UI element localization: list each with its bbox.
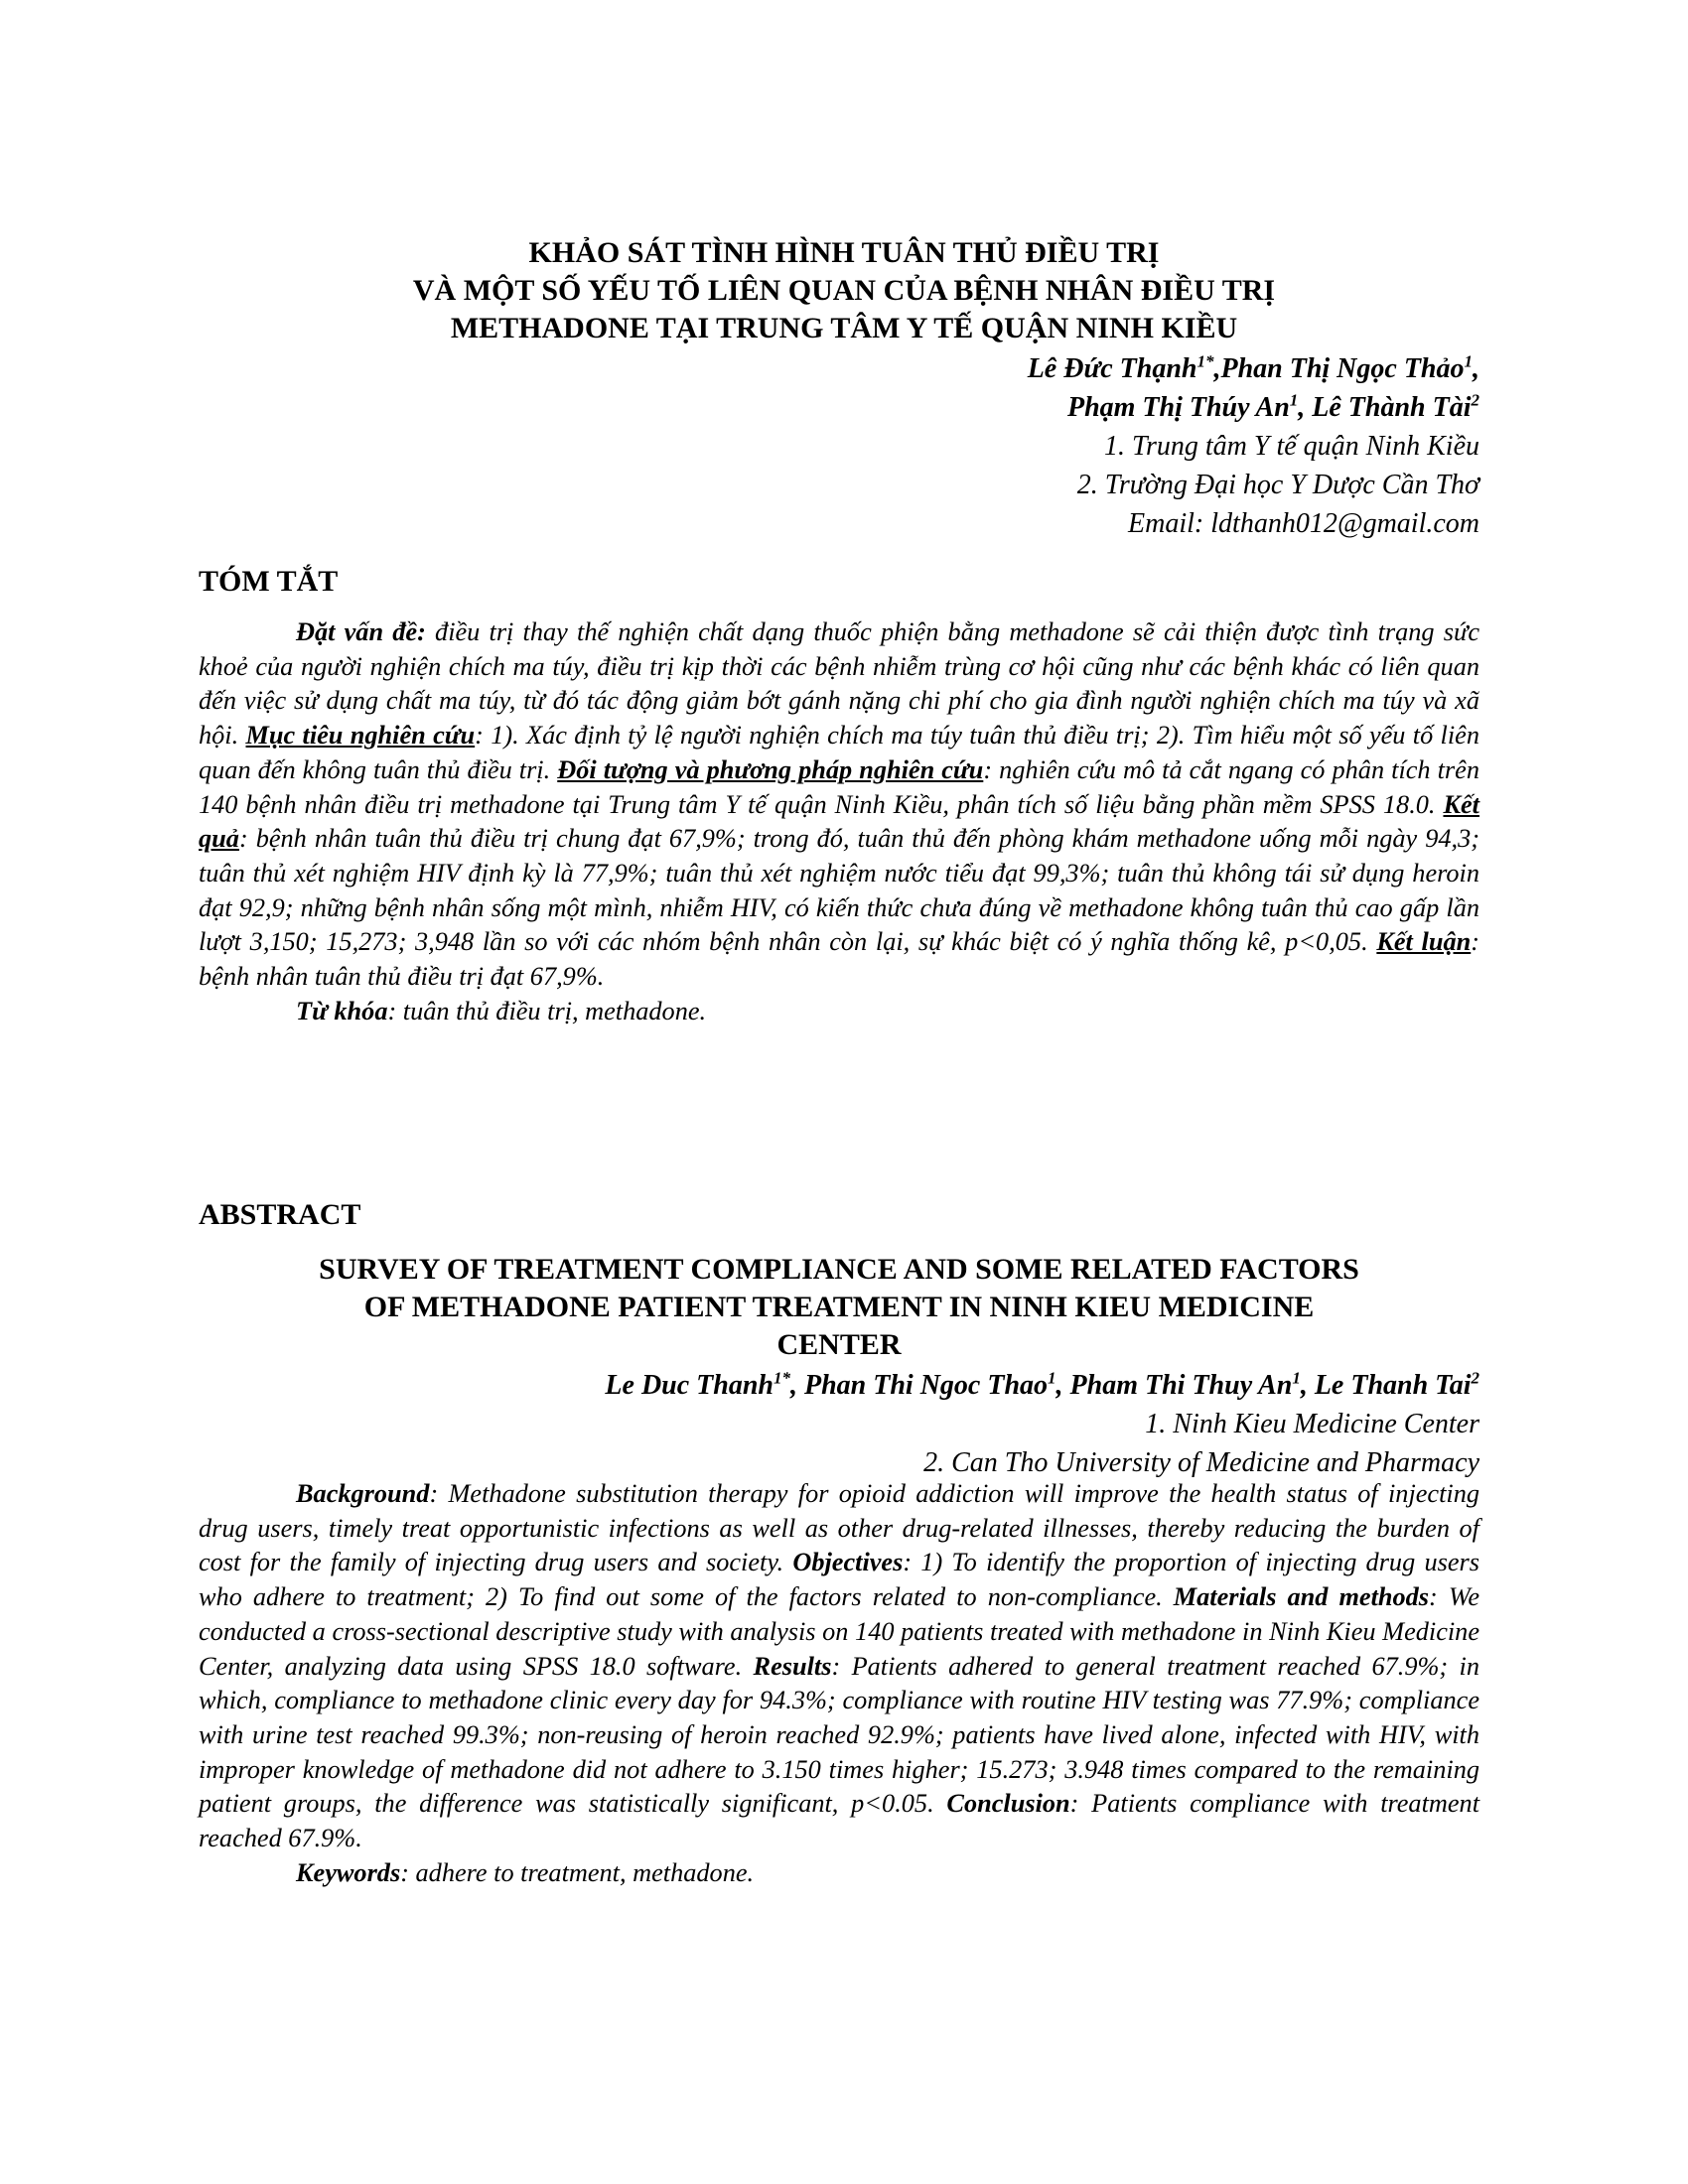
- author-line: [189, 1366, 1479, 1405]
- author-block-en: [189, 1366, 1479, 1482]
- abstract-text: : We conducted a cross-sectional descriptive study with analysis on 140 patients treated with methadone in Ninh Kieu Medicine Center, analyzing data using SPSS 18.0 software.: [199, 1582, 1479, 1681]
- paper-title-vi: [199, 234, 1489, 347]
- author-name: Phạm Thị Thúy An: [1066, 392, 1290, 423]
- abstract-text: : bệnh nhân tuân thủ điều trị chung đạt 67,9%; trong đó, tuân thủ đến phòng khám methadone uống mỗi ngày 94,3; tuân thủ xét nghiệm HIV định kỳ là 77,9%; tuân thủ xét nghiệm nước tiểu đạt 99,3%; tuân thủ không tái sử dụng heroin đạt 92,9; những bệnh nhân sống một mình, nhiễm HIV, có kiến thức chưa đúng về methadone không tuân thủ cao gấp lần lượt 3,150; 15,273; 3,948 lần so với các nhóm bệnh nhân còn lại, sự khác biệt có ý nghĩa thống kê, p<0,05.: [199, 824, 1479, 957]
- author-name: , Phan Thi Ngoc Thao: [790, 1370, 1049, 1401]
- abstract-label: Kết luận: [1376, 927, 1472, 957]
- affiliation: 2. Trường Đại học Y Dược Cần Thơ: [1076, 470, 1479, 500]
- affiliation: 2. Can Tho University of Medicine and Pharmacy: [923, 1447, 1479, 1478]
- author-line: [586, 349, 1479, 388]
- abstract-label: Conclusion: [946, 1789, 1070, 1819]
- abstract-label: Results: [753, 1651, 832, 1681]
- abstract-label: Kết quả: [199, 789, 1479, 854]
- abstract-body-en: [199, 1477, 1479, 1890]
- title-line: VÀ MỘT SỐ YẾU TỐ LIÊN QUAN CỦA BỆNH NHÂN ĐIỀU TRỊ: [412, 274, 1276, 307]
- title-line: KHẢO SÁT TÌNH HÌNH TUÂN THỦ ĐIỀU TRỊ: [528, 236, 1160, 269]
- author-block-vi: [586, 349, 1479, 543]
- keywords-label: Từ khóa: [296, 996, 388, 1025]
- author-name: Le Duc Thanh: [605, 1370, 774, 1401]
- abstract-text: điều trị thay thế nghiện chất dạng thuốc phiện bằng methadone sẽ cải thiện được tình trạng sức khoẻ của người nghiện chích ma túy, điều trị kịp thời các bệnh nhiễm trùng cơ hội cũng như các bệnh khác có liên quan đến việc sử dụng chất ma túy, từ đó tác động giảm bớt gánh nặng chi phí cho gia đình người nghiện chích ma túy và xã hội.: [199, 617, 1480, 751]
- abstract-paragraph: [199, 1477, 1479, 1856]
- keywords-paragraph: [199, 995, 1479, 1029]
- section-heading-summary: TÓM TẮT: [199, 565, 339, 598]
- author-name: , Le Thanh Tai: [1300, 1370, 1472, 1401]
- author-affiliation-mark: 1: [1289, 390, 1299, 410]
- affiliation: 1. Trung tâm Y tế quận Ninh Kiều: [1103, 431, 1479, 462]
- keywords-text: : tuân thủ điều trị, methadone.: [387, 996, 707, 1025]
- author-email: Email: ldthanh012@gmail.com: [1128, 508, 1479, 539]
- title-line: SURVEY OF TREATMENT COMPLIANCE AND SOME RELATED FACTORS: [319, 1253, 1359, 1286]
- abstract-text: : Methadone substitution therapy for opioid addiction will improve the health status of injecting drug users, timely treat opportunistic infections as well as other drug-related illnesses, thereby reducing the burden of cost for the family of injecting drug users and society.: [199, 1479, 1479, 1577]
- abstract-text: : Patients adhered to general treatment reached 67.9%; in which, compliance to methadone clinic every day for 94.3%; compliance with routine HIV testing was 77.9%; compliance with urine test reached 99.3%; non-reusing of heroin reached 92.9%; patients have lived alone, infected with HIV, with improper knowledge of methadone did not adhere to 3.150 times higher; 15.273; 3.948 times compared to the remaining patient groups, the difference was statistically significant, p<0.05.: [199, 1651, 1479, 1819]
- affiliation: 1. Ninh Kieu Medicine Center: [1145, 1409, 1479, 1439]
- author-affiliation-mark: 2: [1471, 1368, 1479, 1388]
- title-line: METHADONE TẠI TRUNG TÂM Y TẾ QUẬN NINH KIỀU: [450, 312, 1238, 344]
- author-separator: ,: [1473, 353, 1479, 384]
- author-affiliation-mark: 2: [1471, 390, 1479, 410]
- author-name: Lê Đức Thạnh: [1027, 353, 1197, 384]
- keywords-label: Keywords: [296, 1857, 401, 1887]
- abstract-label: Objectives: [792, 1548, 904, 1577]
- author-name: , Lê Thành Tài: [1298, 392, 1472, 423]
- abstract-text: : nghiên cứu mô tả cắt ngang có phân tích trên 140 bệnh nhân điều trị methadone tại Trung tâm Y tế quận Ninh Kiều, phân tích số liệu bằng phần mềm SPSS 18.0.: [199, 754, 1479, 819]
- author-affiliation-mark: 1*: [774, 1368, 790, 1388]
- abstract-label: Đặt vấn đề:: [296, 617, 426, 646]
- keywords-paragraph: [199, 1856, 1479, 1891]
- section-heading-abstract: ABSTRACT: [199, 1198, 361, 1231]
- abstract-label: Đối tượng và phương pháp nghiên cứu: [557, 754, 984, 784]
- abstract-text: : 1) To identify the proportion of injecting drug users who adhere to treatment; 2) To find out some of the factors related to non-compliance.: [199, 1548, 1479, 1612]
- abstract-body-vi: [199, 615, 1479, 1028]
- abstract-text: : Patients compliance with treatment reached 67.9%.: [199, 1789, 1480, 1853]
- author-name: , Pham Thi Thuy An: [1055, 1370, 1293, 1401]
- abstract-text: : 1). Xác định tỷ lệ người nghiện chích ma túy tuân thủ điều trị; 2). Tìm hiểu một số yếu tố liên quan đến không tuân thủ điều trị.: [199, 721, 1479, 784]
- abstract-label: Materials and methods: [1173, 1582, 1430, 1612]
- abstract-text: : bệnh nhân tuân thủ điều trị đạt 67,9%.: [199, 927, 1480, 992]
- author-affiliation-mark: 1: [1292, 1368, 1301, 1388]
- abstract-label: Mục tiêu nghiên cứu: [245, 721, 476, 751]
- author-affiliation-mark: 1: [1048, 1368, 1056, 1388]
- abstract-label: Background: [296, 1479, 430, 1508]
- author-affiliation-mark: 1: [1464, 351, 1473, 371]
- abstract-paragraph: [199, 615, 1479, 995]
- title-line: CENTER: [776, 1328, 902, 1361]
- keywords-text: : adhere to treatment, methadone.: [400, 1857, 755, 1887]
- author-line: [586, 388, 1479, 427]
- author-name: ,Phan Thị Ngọc Thảo: [1213, 353, 1465, 384]
- author-affiliation-mark: 1*: [1196, 351, 1214, 371]
- paper-title-en: [199, 1251, 1479, 1364]
- title-line: OF METHADONE PATIENT TREATMENT IN NINH KIEU MEDICINE: [363, 1291, 1315, 1323]
